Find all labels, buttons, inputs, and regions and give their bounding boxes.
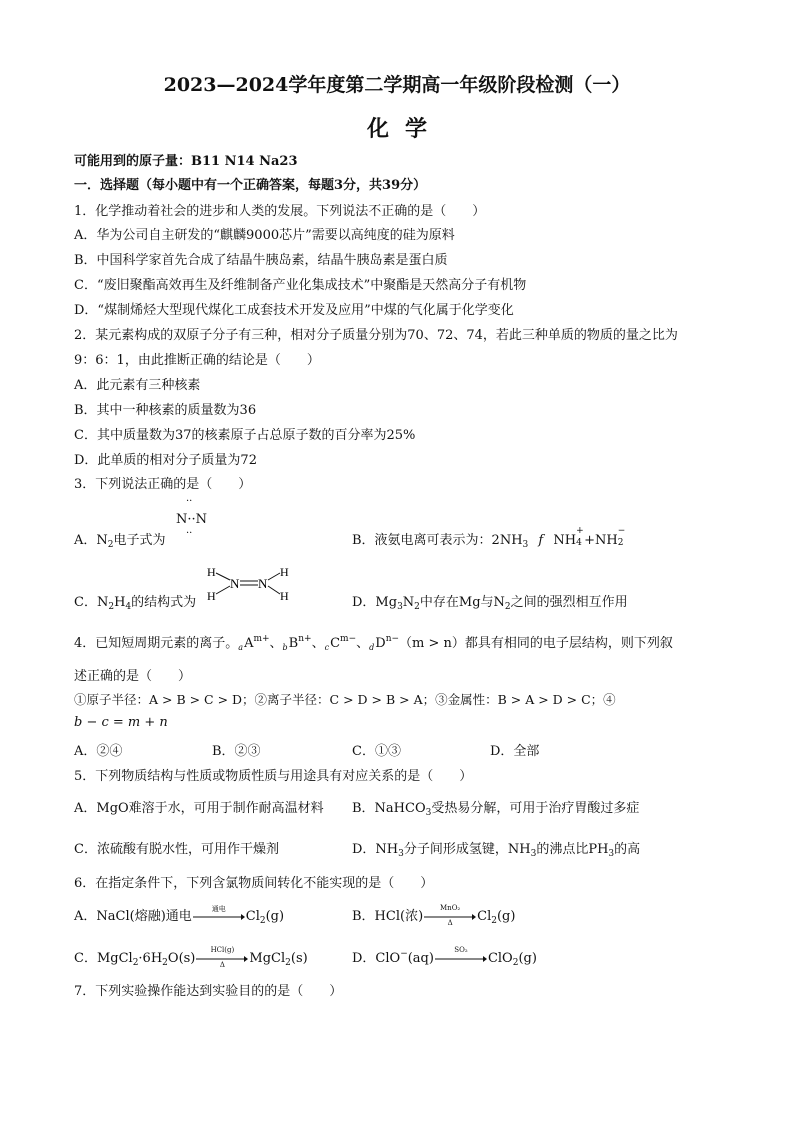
q6-c-mid: ·6H <box>138 951 163 966</box>
q3-d-post: 之间的强烈相互作用 <box>510 595 628 610</box>
q6-b-end: (g) <box>496 909 516 924</box>
q3-a-sub: 2 <box>107 540 114 550</box>
q6-d-end: (g) <box>518 951 537 966</box>
q3-d-text: D．Mg <box>352 595 398 610</box>
q4-condition: （m > n）都具有相同的电子层结构，则下列叙 <box>399 636 673 651</box>
q2-stem-1: 2．某元素构成的双原子分子有三种，相对分子质量分别为70、72、74，若此三种单质的物质的量之比为 <box>74 328 678 343</box>
q6-a-arrow <box>193 904 245 924</box>
electron-dots-top: ·· <box>186 496 193 507</box>
q6-c-text: C．MgCl <box>74 951 133 966</box>
q3-option-d <box>352 591 628 610</box>
q6-d-arrow <box>435 945 487 966</box>
n2h4-h3: H <box>280 565 289 579</box>
q3-option-b <box>352 526 626 550</box>
q6-c-product: MgCl <box>249 951 286 966</box>
q5-b-post: 受热易分解，可用于治疗胃酸过多症 <box>431 801 640 816</box>
q1-option-a: A．华为公司自主研发的“麒麟9000芯片”需要以高纯度的硅为原料 <box>74 228 455 243</box>
q6-d-mid: (aq) <box>407 951 434 966</box>
q2-option-c: C．其中质量数为37的核素原子占总原子数的百分率为25% <box>74 428 416 443</box>
q6-d-sub: 2 <box>512 958 519 968</box>
q4-B-sup: n+ <box>298 634 312 644</box>
q6-option-a <box>74 905 284 924</box>
q4-D-sup: n− <box>385 634 400 644</box>
q5-d-post: 的高 <box>614 842 641 857</box>
q6-c-end: (s) <box>290 951 308 966</box>
q3-b-sub: 3 <box>522 540 529 550</box>
q3-b-ion2: +NH <box>584 533 618 548</box>
q3-c-sub1: 2 <box>108 602 115 612</box>
n2h4-structure <box>204 562 294 602</box>
q4-A-sup: m+ <box>253 634 270 644</box>
q5-d-text: D．NH <box>352 842 399 857</box>
q4-option-b: B．②③ <box>212 744 261 759</box>
n2h4-h4: H <box>280 589 289 602</box>
q4-stem-pre: 4．已知短周期元素的离子。 <box>74 636 239 651</box>
q4-items: ①原子半径：A > B > C > D；②离子半径：C > D > B > A；③金属性：B > A > D > C；④ <box>74 692 616 707</box>
q4-items-2: b − c = m + n <box>74 715 168 730</box>
q1-option-d: D．“煤制烯烃大型现代煤化工成套技术开发及应用”中煤的气化属于化学变化 <box>74 303 514 318</box>
q6-c-sub: 2 <box>132 958 139 968</box>
q6-a-product: Cl <box>245 909 260 924</box>
q3-a-post: 电子式为 <box>113 533 166 548</box>
n2h4-h2: H <box>207 589 216 602</box>
q6-d-sup: − <box>400 949 408 959</box>
q6-b-arrow-bottom: Δ <box>447 918 453 927</box>
q6-option-c <box>74 945 308 969</box>
q4-option-c: C．①③ <box>352 744 401 759</box>
q3-c-post: 的结构式为 <box>131 595 197 610</box>
q6-a-arrow-label: 通电 <box>211 904 226 913</box>
q5-d-mid2: 的沸点比PH <box>536 842 609 857</box>
q6-c-sub3: 2 <box>285 958 291 968</box>
q5-b-sub: 3 <box>425 808 432 818</box>
q5-option-c: C．浓硫酸有脱水性，可用作干燥剂 <box>74 842 279 857</box>
subject-title: 化学 <box>366 116 443 142</box>
q3-b-text: B．液氨电离可表示为：2NH <box>352 533 523 548</box>
q6-d-arrow-top: SO₂ <box>454 945 468 954</box>
q2-option-a: A．此元素有三种核素 <box>74 378 201 393</box>
electron-dots-bottom: ·· <box>186 528 193 539</box>
atomic-masses: 可能用到的原子量：B11 N14 Na23 <box>74 154 298 169</box>
q2-option-d: D．此单质的相对分子质量为72 <box>74 453 257 468</box>
q4-B: B <box>288 636 299 651</box>
q6-c-arrow-bottom: Δ <box>219 960 225 969</box>
q3-a-electron-formula: N··N <box>176 512 208 527</box>
q5-d-sub2: 3 <box>530 849 537 859</box>
q3-d-mid: 中存在Mg与N <box>419 595 505 610</box>
q3-c-text: C．N <box>74 595 109 610</box>
q6-b-text: B．HCl(浓) <box>352 909 424 924</box>
q6-b-product: Cl <box>477 909 492 924</box>
q2-option-b: B．其中一种核素的质量数为36 <box>74 403 257 418</box>
q5-d-mid: 分子间形成氢键，NH <box>403 842 531 857</box>
q5-b-text: B．NaHCO <box>352 801 426 816</box>
q5-stem: 5．下列物质结构与性质或物质性质与用途具有对应关系的是（ ） <box>74 769 473 784</box>
q6-b-sub: 2 <box>491 916 497 926</box>
q4-a: a <box>238 643 244 652</box>
q6-option-d <box>352 947 537 966</box>
q3-d-sub2: 2 <box>414 602 420 612</box>
q5-option-b <box>352 797 639 816</box>
q4-C: C <box>330 636 341 651</box>
q5-option-d <box>352 838 640 857</box>
q3-d-sub1: 3 <box>397 602 403 612</box>
q4-c: c <box>324 643 330 652</box>
q4-stem: 4．已知短周期元素的离子。$_aA^{m+}$、$_bB^{n+}$、$_cC^{m-}$、$_dD^{n-}(m > n)$都具有相同的电子层结构，则下列叙 <box>74 634 673 652</box>
q6-d-product: ClO <box>487 951 513 966</box>
q5-d-sub1: 3 <box>398 849 404 859</box>
q6-a-end: (g) <box>265 909 285 924</box>
q4-C-sup: m− <box>340 634 357 644</box>
q3-b-ion1-sub: 4 <box>576 538 582 548</box>
q4-option-a: A．②④ <box>74 744 123 759</box>
q1-option-c: C．“废旧聚酯高效再生及纤维制备产业化集成技术”中聚酯是天然高分子有机物 <box>74 278 527 293</box>
q3-b-ion2-sup: − <box>617 526 626 536</box>
q4-A: A <box>244 636 254 651</box>
q6-c-arrow <box>196 945 248 969</box>
q3-a-text: A．N <box>74 533 108 548</box>
q6-c-arrow-top: HCl(g) <box>210 945 235 954</box>
section-heading: 一．选择题（每小题中有一个正确答案，每题3分，共39分） <box>74 178 427 193</box>
q3-stem: 3．下列说法正确的是（ ） <box>74 477 252 492</box>
q3-c-mid: H <box>114 595 126 610</box>
q3-c-sub2: 4 <box>125 602 132 612</box>
q3-b-ion2-sub: 2 <box>617 538 624 548</box>
q3-d-n: N <box>402 595 415 610</box>
q6-d-text: D．ClO <box>352 951 401 966</box>
q1-stem: 1．化学推动着社会的进步和人类的发展。下列说法不正确的是（ ） <box>74 204 486 219</box>
q6-b-arrow <box>424 903 476 927</box>
q6-c-mid2: O(s) <box>167 951 196 966</box>
q6-stem: 6．在指定条件下，下列含氯物质间转化不能实现的是（ ） <box>74 876 434 891</box>
n2h4-n1: N <box>230 576 240 591</box>
q6-option-b <box>352 903 516 927</box>
q3-option-a <box>74 529 166 548</box>
q4-D: D <box>375 636 386 651</box>
q6-a-sub: 2 <box>259 916 266 926</box>
q3-b-f: f <box>538 533 544 548</box>
q3-b-ion1: NH <box>553 533 577 548</box>
exam-title: 2023—2024学年度第二学期高一年级阶段检测（一） <box>163 74 631 96</box>
q6-a-text: A．NaCl(熔融)通电 <box>74 909 192 924</box>
q6-c-sub2: 2 <box>162 958 168 968</box>
q1-option-b: B．中国科学家首先合成了结晶牛胰岛素，结晶牛胰岛素是蛋白质 <box>74 253 448 268</box>
q3-option-c <box>74 591 196 610</box>
q7-stem: 7．下列实验操作能达到实验目的的是（ ） <box>74 984 343 999</box>
q6-b-arrow-top: MnO₂ <box>440 903 461 912</box>
q5-d-sub3: 3 <box>608 849 615 859</box>
q5-option-a: A．MgO难溶于水，可用于制作耐高温材料 <box>74 801 324 816</box>
q2-stem-2: 9：6：1，由此推断正确的结论是（ ） <box>74 353 320 368</box>
q4-d: d <box>369 643 375 652</box>
q4-option-d: D．全部 <box>490 744 540 759</box>
q4-stem-2: 述正确的是（ ） <box>74 669 192 684</box>
n2h4-h1: H <box>207 565 216 579</box>
q3-b-ion1-sup: + <box>576 526 584 536</box>
n2h4-n2: N <box>258 576 268 591</box>
q3-d-sub3: 2 <box>504 602 511 612</box>
q4-b: b <box>282 643 288 652</box>
